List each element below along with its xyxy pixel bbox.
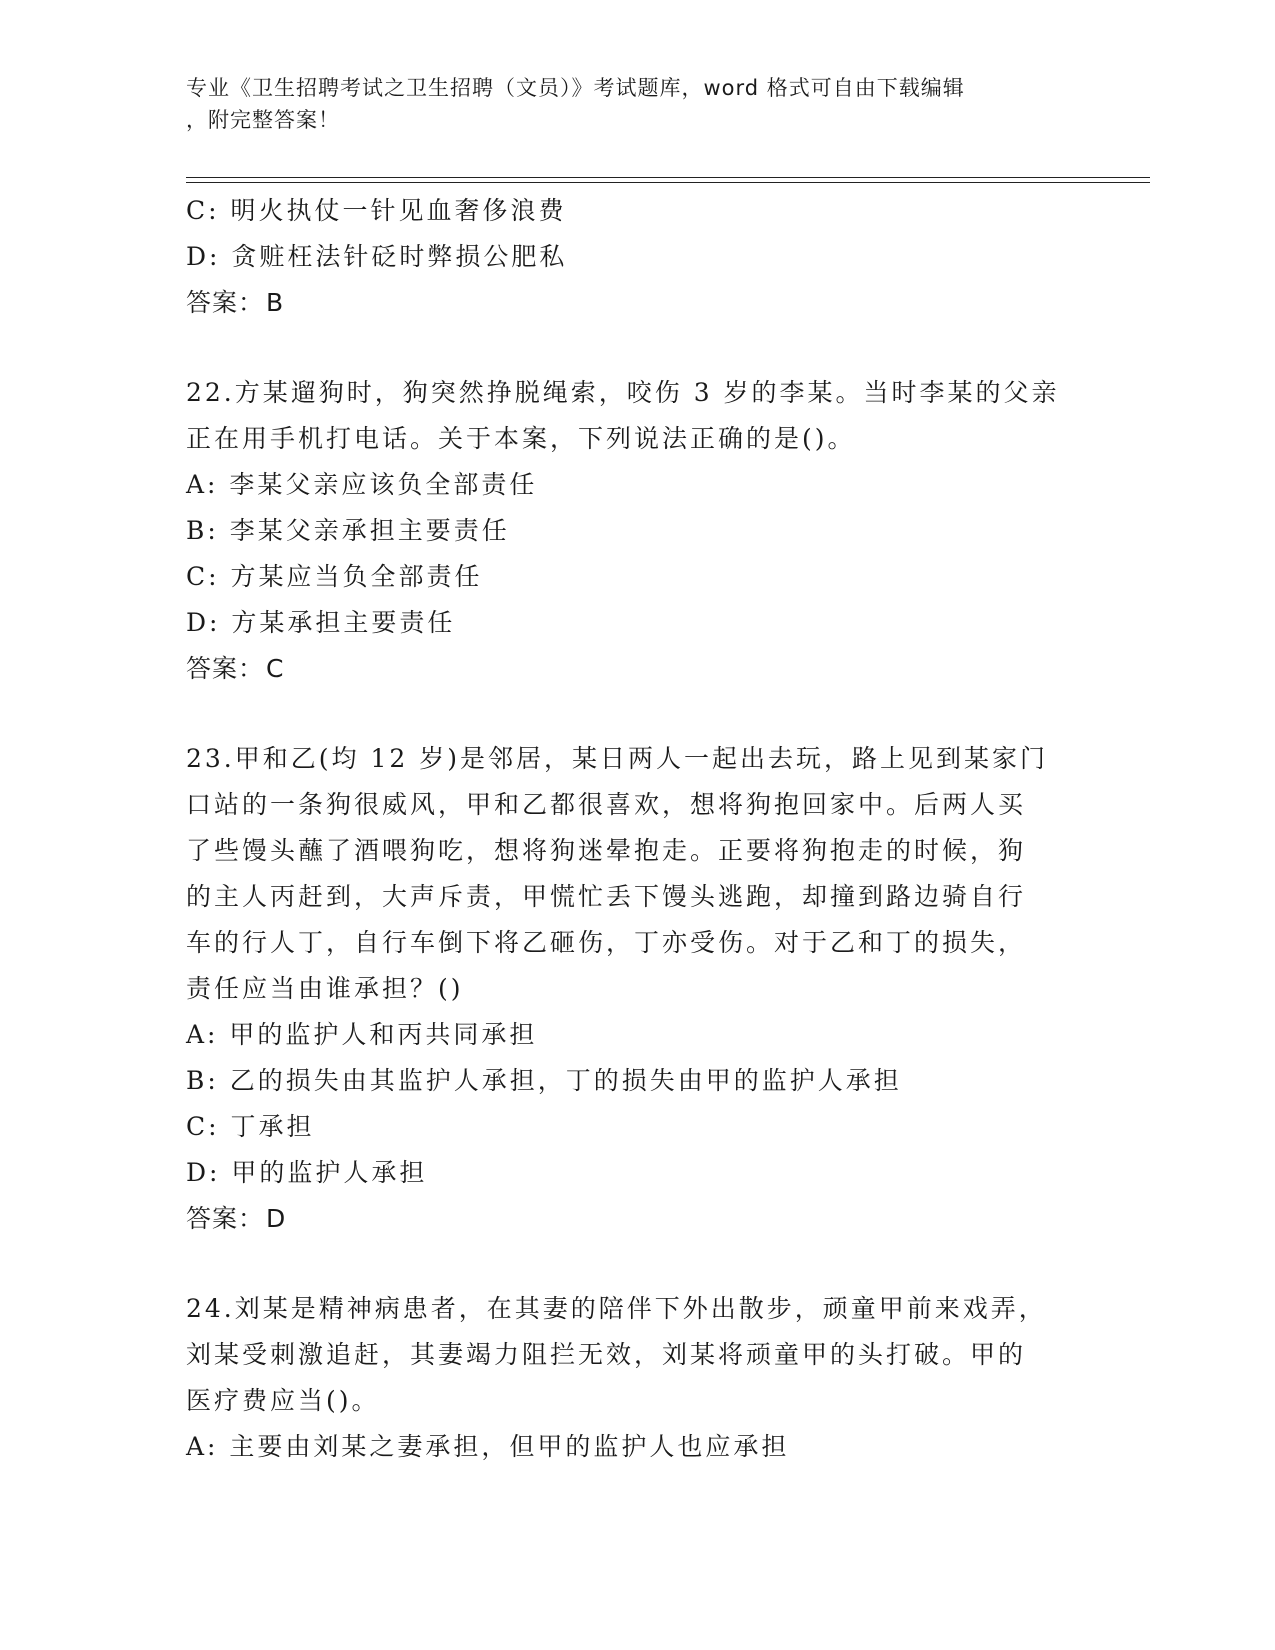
question-stem-line: 医疗费应当()。 [186, 1386, 380, 1415]
header-divider-top [186, 177, 1150, 178]
answer-value: C [266, 654, 285, 683]
header-divider-bottom [186, 182, 1150, 183]
option-d: D: 方某承担主要责任 [186, 608, 456, 637]
answer-line [186, 1196, 1086, 1242]
answer-label: 答案： [186, 288, 265, 317]
question-stem-line: 正在用手机打电话。关于本案，下列说法正确的是()。 [186, 424, 856, 453]
question-list [186, 188, 1086, 1470]
option-a: A: 主要由刘某之妻承担，但甲的监护人也应承担 [186, 1432, 790, 1461]
question-22 [186, 370, 1086, 692]
option-b: B: 李某父亲承担主要责任 [186, 516, 510, 545]
question-21-continuation [186, 188, 1086, 326]
option-c: C: 方某应当负全部责任 [186, 562, 483, 591]
option-b: B: 乙的损失由其监护人承担，丁的损失由甲的监护人承担 [186, 1066, 902, 1095]
question-stem-line: 24.刘某是精神病患者，在其妻的陪伴下外出散步，顽童甲前来戏弄， [186, 1294, 1047, 1323]
option-c: C: 丁承担 [186, 1112, 315, 1141]
question-stem-line: 口站的一条狗很威风，甲和乙都很喜欢，想将狗抱回家中。后两人买 [186, 790, 1027, 819]
question-stem-line: 刘某受刺激追赶，其妻竭力阻拦无效，刘某将顽童甲的头打破。甲的 [186, 1340, 1027, 1369]
document-header [186, 72, 1066, 136]
question-24 [186, 1286, 1086, 1470]
header-line-2: ，附完整答案！ [186, 108, 340, 132]
option-d: D: 贪赃枉法针砭时弊损公肥私 [186, 242, 568, 271]
question-stem-line: 的主人丙赶到，大声斥责，甲慌忙丢下馒头逃跑，却撞到路边骑自行 [186, 882, 1027, 911]
option-c: C: 明火执仗一针见血奢侈浪费 [186, 196, 567, 225]
answer-label: 答案： [186, 1204, 265, 1233]
question-stem-line: 了些馒头蘸了酒喂狗吃，想将狗迷晕抱走。正要将狗抱走的时候，狗 [186, 836, 1027, 865]
answer-label: 答案： [186, 654, 265, 683]
answer-line [186, 280, 1086, 326]
header-line-1: 专业《卫生招聘考试之卫生招聘（文员）》考试题库，word 格式可自由下载编辑 [186, 76, 965, 100]
question-stem-line: 22.方某遛狗时，狗突然挣脱绳索，咬伤 3 岁的李某。当时李某的父亲 [186, 378, 1060, 407]
answer-value: B [266, 288, 285, 317]
answer-value: D [266, 1204, 287, 1233]
question-23 [186, 736, 1086, 1242]
answer-line [186, 646, 1086, 692]
question-stem-line: 责任应当由谁承担？() [186, 974, 464, 1003]
option-a: A: 甲的监护人和丙共同承担 [186, 1020, 538, 1049]
question-stem-line: 车的行人丁，自行车倒下将乙砸伤，丁亦受伤。对于乙和丁的损失， [186, 928, 1027, 957]
question-stem-line: 23.甲和乙(均 12 岁)是邻居，某日两人一起出去玩，路上见到某家门 [186, 744, 1048, 773]
option-d: D: 甲的监护人承担 [186, 1158, 428, 1187]
option-a: A: 李某父亲应该负全部责任 [186, 470, 538, 499]
